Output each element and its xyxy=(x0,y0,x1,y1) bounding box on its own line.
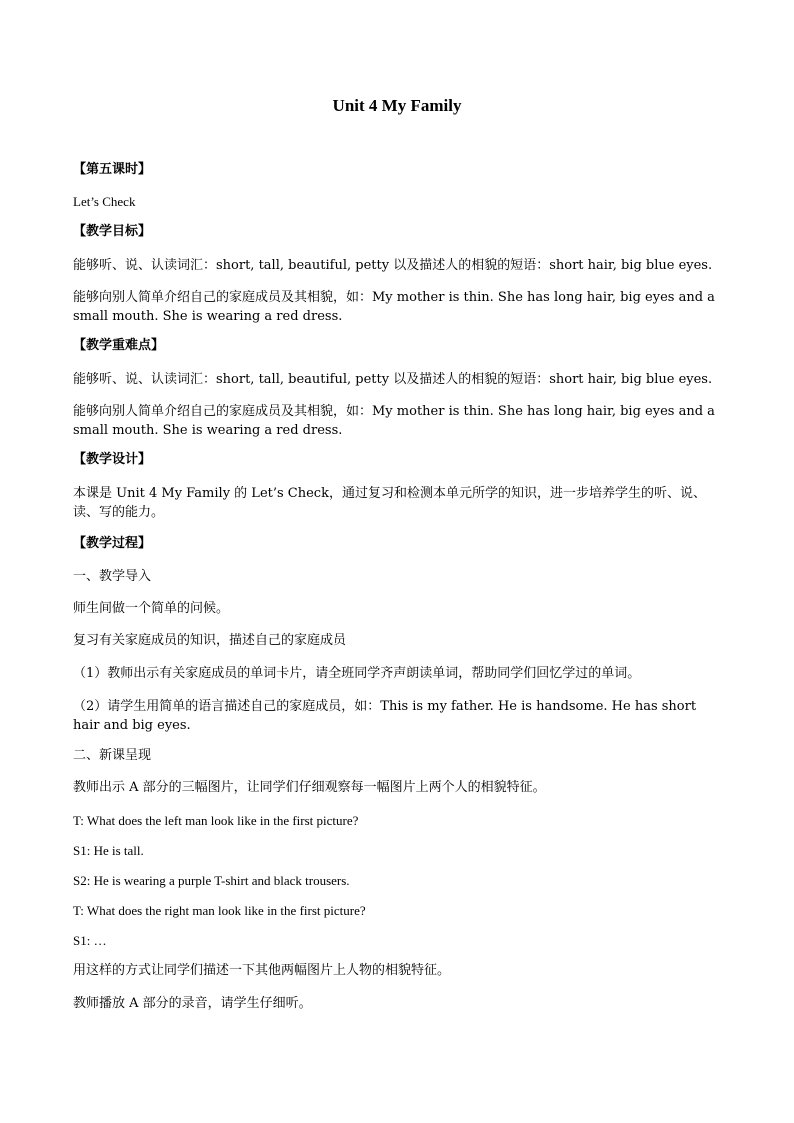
dialogue-line-1: T: What does the left man look like in the first picture? xyxy=(73,813,359,828)
paragraph-objective-1: 能够听、说、认读词汇：short, tall, beautiful, petty 以及描述人的相貌的短语：short hair, big blue eyes. xyxy=(73,258,713,273)
section-heading-lesson: 【第五课时】 xyxy=(73,162,152,177)
subheading-introduction: 一、教学导入 xyxy=(73,569,152,584)
lesson-name: Let’s Check xyxy=(73,194,136,209)
section-heading-key-points: 【教学重难点】 xyxy=(73,338,165,353)
paragraph-key-point-2: 能够向别人简单介绍自己的家庭成员及其相貌，如：My mother is thin. She has long hair, big eyes and a small mouth. She is wearing a red dress. xyxy=(73,404,715,438)
paragraph-show-pictures: 教师出示 A 部分的三幅图片，让同学们仔细观察每一幅图片上两个人的相貌特征。 xyxy=(73,780,546,795)
document-title: Unit 4 My Family xyxy=(332,96,462,115)
paragraph-greeting: 师生间做一个简单的问候。 xyxy=(73,601,230,616)
paragraph-review: 复习有关家庭成员的知识，描述自己的家庭成员 xyxy=(73,633,347,648)
dialogue-line-4: T: What does the right man look like in the first picture? xyxy=(73,903,366,918)
paragraph-step-2: （2）请学生用简单的语言描述自己的家庭成员，如：This is my father. He is handsome. He has short hair and big eyes. xyxy=(73,699,697,733)
section-heading-design: 【教学设计】 xyxy=(73,452,152,467)
section-heading-process: 【教学过程】 xyxy=(73,536,152,551)
section-heading-objectives: 【教学目标】 xyxy=(73,224,152,239)
paragraph-key-point-1: 能够听、说、认读词汇：short, tall, beautiful, petty 以及描述人的相貌的短语：short hair, big blue eyes. xyxy=(73,372,713,387)
subheading-new-lesson: 二、新课呈现 xyxy=(73,748,152,763)
paragraph-design: 本课是 Unit 4 My Family 的 Let’s Check，通过复习和检测本单元所学的知识，进一步培养学生的听、说、读、写的能力。 xyxy=(73,486,706,520)
paragraph-describe-others: 用这样的方式让同学们描述一下其他两幅图片上人物的相貌特征。 xyxy=(73,963,451,978)
dialogue-line-5: S1: … xyxy=(73,933,107,948)
dialogue-line-2: S1: He is tall. xyxy=(73,843,144,858)
paragraph-objective-2: 能够向别人简单介绍自己的家庭成员及其相貌，如：My mother is thin. She has long hair, big eyes and a small mouth. She is wearing a red dress. xyxy=(73,290,715,324)
paragraph-step-1: （1）教师出示有关家庭成员的单词卡片，请全班同学齐声朗读单词，帮助同学们回忆学过的单词。 xyxy=(73,666,641,681)
dialogue-line-3: S2: He is wearing a purple T-shirt and black trousers. xyxy=(73,873,350,888)
paragraph-play-recording: 教师播放 A 部分的录音，请学生仔细听。 xyxy=(73,996,312,1011)
